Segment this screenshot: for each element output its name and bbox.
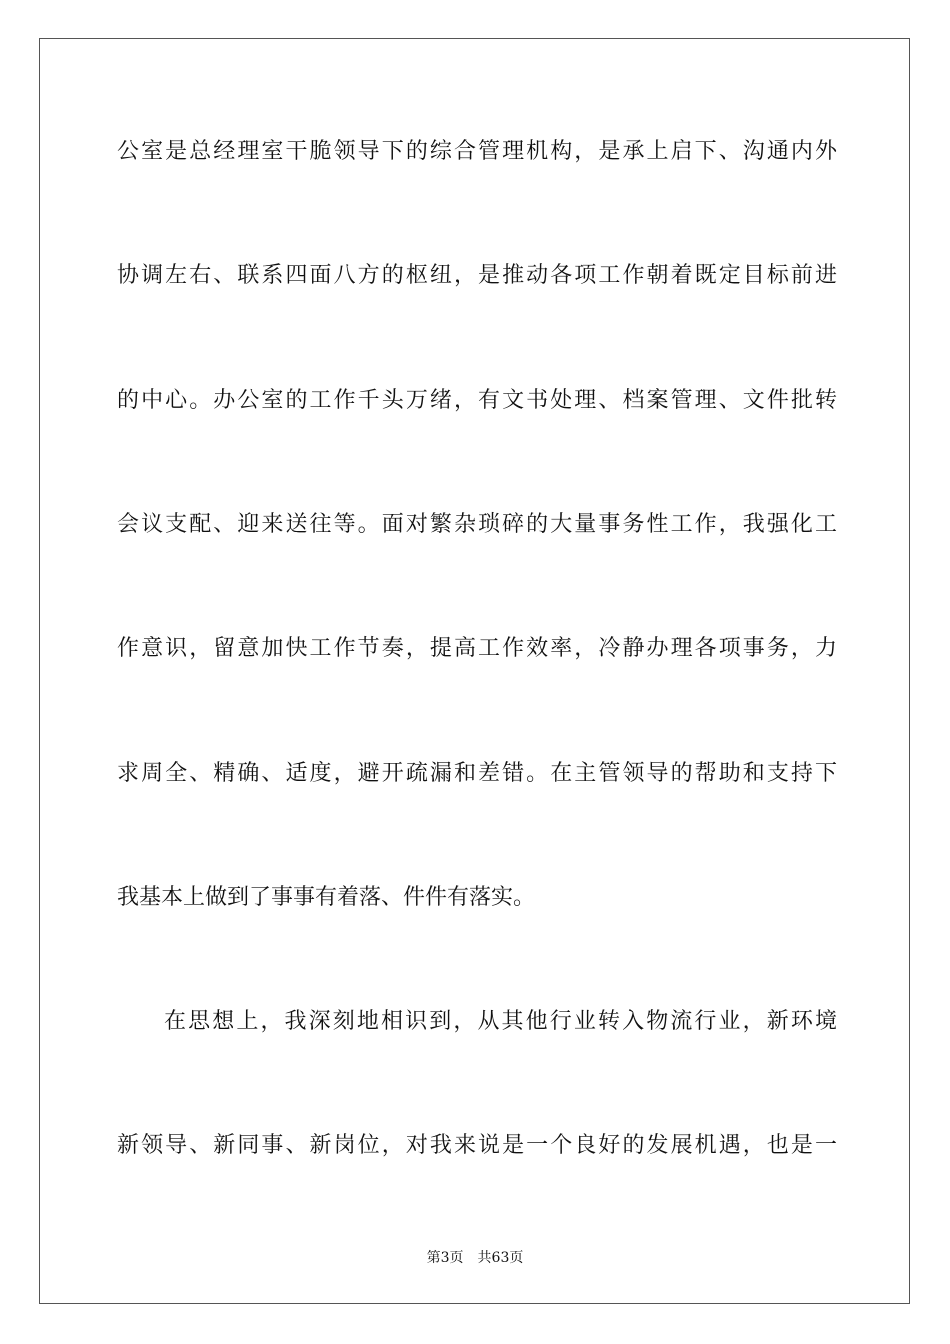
text-line: 公室是总经理室干脆领导下的综合管理机构，是承上启下、沟通内外 [117,139,837,164]
text-line: 求周全、精确、适度，避开疏漏和差错。在主管领导的帮助和支持下 [117,761,837,786]
page-border [39,38,910,1304]
text-line: 新领导、新同事、新岗位，对我来说是一个良好的发展机遇，也是一 [117,1133,837,1158]
text-line: 我基本上做到了事事有着落、件件有落实。 [117,885,536,910]
page-footer [0,1248,950,1268]
text-line: 会议支配、迎来送往等。面对繁杂琐碎的大量事务性工作，我强化工 [117,512,837,537]
page-total: 共63页 [477,1250,524,1266]
page-number: 第3页 [426,1250,464,1266]
text-line: 协调左右、联系四面八方的枢纽，是推动各项工作朝着既定目标前进 [117,263,837,288]
text-line: 作意识，留意加快工作节奏，提高工作效率，冷静办理各项事务，力 [117,636,837,661]
paragraph-first-line: 在思想上，我深刻地相识到，从其他行业转入物流行业，新环境 [164,1009,837,1034]
text-line: 的中心。办公室的工作千头万绪，有文书处理、档案管理、文件批转 [117,388,837,413]
